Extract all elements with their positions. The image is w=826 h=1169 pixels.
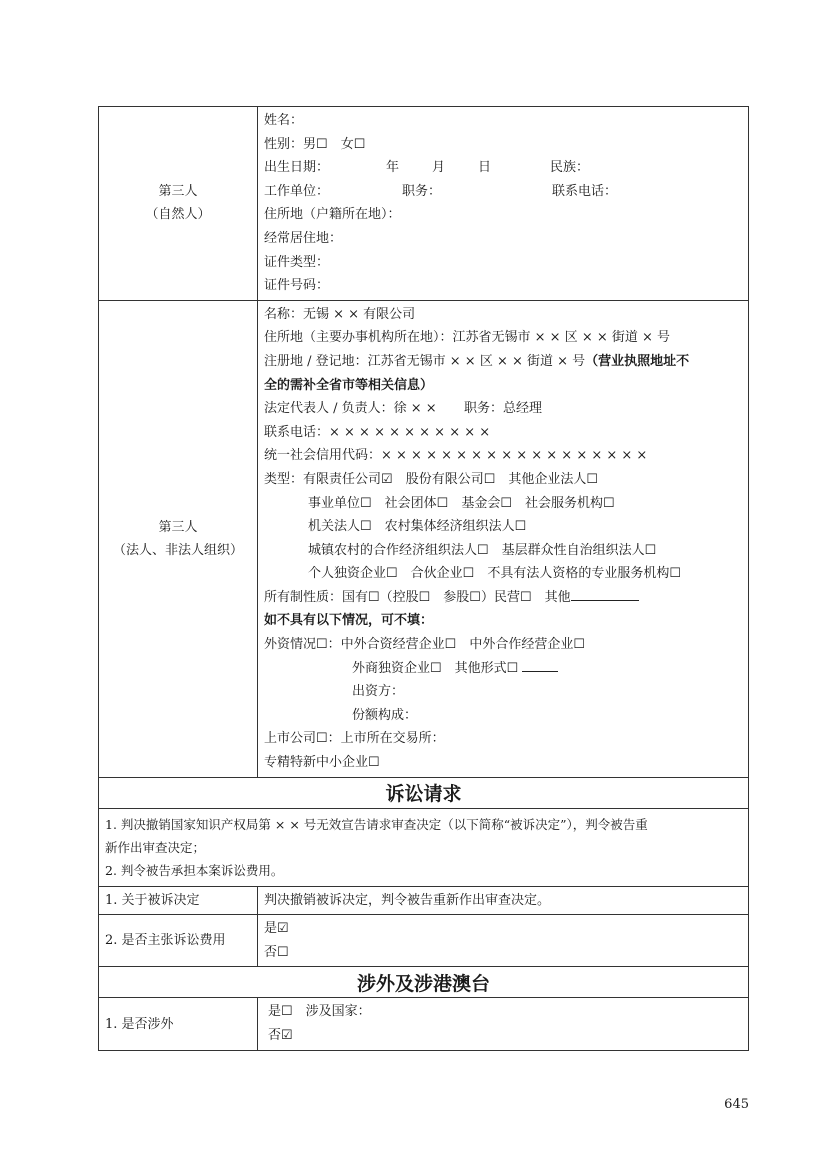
legal-party-label (99, 300, 258, 777)
legal-type-line-3 (264, 515, 742, 539)
birth-label: 出生日期： (264, 160, 330, 176)
listed-company-field[interactable]: 上市公司☐：上市所在交易所： (264, 731, 445, 747)
sino-foreign-coop-checkbox[interactable]: 中外合作经营企业☐ (469, 637, 585, 653)
legal-phone-field[interactable]: 联系电话：× × × × × × × × × × × (264, 424, 491, 440)
type-cooperative-checkbox[interactable]: 城镇农村的合作经济组织法人☐ (308, 542, 489, 558)
fee-no-checkbox[interactable]: 否☐ (264, 944, 289, 960)
natural-gender-field[interactable] (264, 133, 742, 157)
natural-name-field[interactable]: 姓名： (264, 113, 304, 128)
natural-habitual-residence-field[interactable]: 经常居住地： (264, 230, 343, 246)
type-professional-service-checkbox[interactable]: 不具有法人资格的专业服务机构☐ (487, 566, 681, 582)
type-foundation-checkbox[interactable]: 基金会☐ (461, 495, 512, 511)
legal-registration-field[interactable] (264, 350, 742, 374)
about-decision-text: 判决撤销被诉决定，判令被告重新作出审查决定。 (264, 892, 551, 908)
legal-type-line-2 (264, 492, 742, 516)
natural-party-label (99, 107, 258, 301)
about-decision-value[interactable] (258, 886, 749, 915)
claims-title: 诉讼请求 (99, 777, 749, 808)
optional-note: 如不具有以下情况，可不填： (264, 613, 434, 629)
type-social-group-checkbox[interactable]: 社会团体☐ (384, 495, 449, 511)
claim-item-2: 2. 判令被告承担本案诉讼费用。 (105, 862, 284, 878)
gender-female-checkbox[interactable]: 女☐ (340, 136, 366, 152)
type-sole-proprietorship-checkbox[interactable]: 个人独资企业☐ (308, 566, 398, 582)
foreign-yes-checkbox[interactable]: 是☐ 涉及国家： (268, 1004, 371, 1020)
type-grassroots-autonomy-checkbox[interactable]: 基层群众性自治组织法人☐ (501, 542, 657, 558)
form-frame (98, 106, 749, 1051)
natural-party-label-line2: （自然人） (145, 207, 211, 223)
legal-type-line-4 (264, 539, 742, 563)
fee-row (99, 915, 749, 967)
type-partnership-checkbox[interactable]: 合伙企业☐ (410, 566, 475, 582)
ethnicity-label: 民族： (550, 160, 590, 176)
legal-rep-name: 法定代表人 / 负责人：徐 × × (264, 401, 437, 417)
claims-text (99, 808, 749, 886)
claims-header-row (99, 777, 749, 808)
natural-id-type-field[interactable]: 证件类型： (264, 254, 330, 270)
other-form-checkbox[interactable]: 其他形式☐ (454, 660, 519, 676)
legal-type-line-1 (264, 468, 742, 492)
natural-party-fields (258, 107, 749, 301)
fee-label: 2. 是否主张诉讼费用 (99, 915, 258, 967)
natural-birth-field[interactable] (264, 156, 742, 180)
birth-month-label: 月 (432, 160, 446, 176)
type-label: 类型： (264, 471, 304, 487)
birth-year-label: 年 (386, 160, 400, 176)
sino-foreign-equity-checkbox[interactable]: 中外合资经营企业☐ (340, 637, 457, 653)
foreign-capital-checkbox[interactable]: 外资情况☐： (264, 637, 341, 653)
type-rural-collective-checkbox[interactable]: 农村集体经济组织法人☐ (384, 519, 527, 535)
registration-note: （营业执照地址不 (585, 353, 690, 369)
legal-party-fields (258, 300, 749, 777)
legal-party-section (99, 300, 749, 777)
other-form-blank[interactable] (522, 657, 558, 672)
natural-party-section (99, 107, 749, 301)
legal-type-line-5 (264, 562, 742, 586)
wholly-foreign-checkbox[interactable]: 外商独资企业☐ (352, 660, 442, 676)
type-public-institution-checkbox[interactable]: 事业单位☐ (308, 495, 372, 511)
gender-label: 性别： (264, 136, 304, 152)
natural-party-label-line1: 第三人 (158, 184, 198, 200)
legal-party-label-line1: 第三人 (158, 519, 198, 535)
investor-field[interactable]: 出资方： (352, 684, 405, 700)
claim-item-1: 1. 判决撤销国家知识产权局第 × × 号无效宣告请求审查决定（以下简称“被诉决定”），判令被告重 (105, 816, 648, 832)
phone-label: 联系电话： (552, 183, 618, 199)
foreign-header-row (99, 967, 749, 998)
legal-name-field[interactable]: 名称：无锡 × × 有限公司 (264, 306, 416, 322)
legal-ownership-field[interactable] (264, 586, 742, 610)
type-other-enterprise-checkbox[interactable]: 其他企业法人☐ (508, 471, 599, 487)
fee-options (258, 915, 749, 967)
foreign-capital-line-2 (264, 657, 742, 681)
ownership-options: 所有制性质：国有☐（控股☐ 参股☐）民营☐ 其他 (264, 589, 571, 605)
legal-registration-note-cont: 全的需补全省市等相关信息） (264, 377, 434, 393)
workplace-label: 工作单位： (264, 183, 330, 199)
type-llc-checkbox[interactable]: 有限责任公司☑ (303, 471, 393, 487)
foreign-capital-line-1 (264, 633, 742, 657)
about-decision-label: 1. 关于被诉决定 (99, 886, 258, 915)
legal-party-label-line2: （法人、非法人组织） (112, 542, 243, 558)
legal-credit-code-field[interactable]: 统一社会信用代码：× × × × × × × × × × × × × × × × × × (264, 448, 648, 464)
claims-text-row (99, 808, 749, 886)
natural-id-number-field[interactable]: 证件号码： (264, 278, 330, 294)
natural-work-field[interactable] (264, 180, 742, 204)
ownership-other-blank[interactable] (571, 586, 639, 601)
page-number: 645 (724, 1097, 749, 1112)
legal-rep-position: 职务：总经理 (464, 401, 543, 417)
foreign-row (99, 998, 749, 1050)
type-joint-stock-checkbox[interactable]: 股份有限公司☐ (405, 471, 496, 487)
claim-item-1-cont: 新作出审查决定； (105, 839, 206, 855)
foreign-title: 涉外及涉港澳台 (99, 967, 749, 998)
gender-male-checkbox[interactable]: 男☐ (303, 136, 328, 152)
natural-residence-field[interactable]: 住所地（户籍所在地）： (264, 207, 401, 223)
legal-rep-field[interactable] (264, 397, 742, 421)
foreign-options (258, 998, 749, 1050)
share-field[interactable]: 份额构成： (352, 707, 418, 723)
birth-day-label: 日 (478, 160, 492, 176)
complaint-form-table (98, 106, 749, 1051)
registration-address: 注册地 / 登记地：江苏省无锡市 × × 区 × × 街道 × 号 (264, 353, 586, 369)
foreign-no-checkbox[interactable]: 否☑ (268, 1028, 293, 1043)
type-social-service-checkbox[interactable]: 社会服务机构☐ (525, 495, 615, 511)
about-decision-row (99, 886, 749, 915)
sme-field[interactable]: 专精特新中小企业☐ (264, 755, 380, 771)
legal-domicile-field[interactable]: 住所地（主要办事机构所在地）：江苏省无锡市 × × 区 × × 街道 × 号 (264, 330, 671, 346)
position-label: 职务： (402, 183, 442, 199)
type-government-organ-checkbox[interactable]: 机关法人☐ (308, 519, 372, 535)
fee-yes-checkbox[interactable]: 是☑ (264, 921, 289, 937)
foreign-label: 1. 是否涉外 (99, 998, 258, 1050)
